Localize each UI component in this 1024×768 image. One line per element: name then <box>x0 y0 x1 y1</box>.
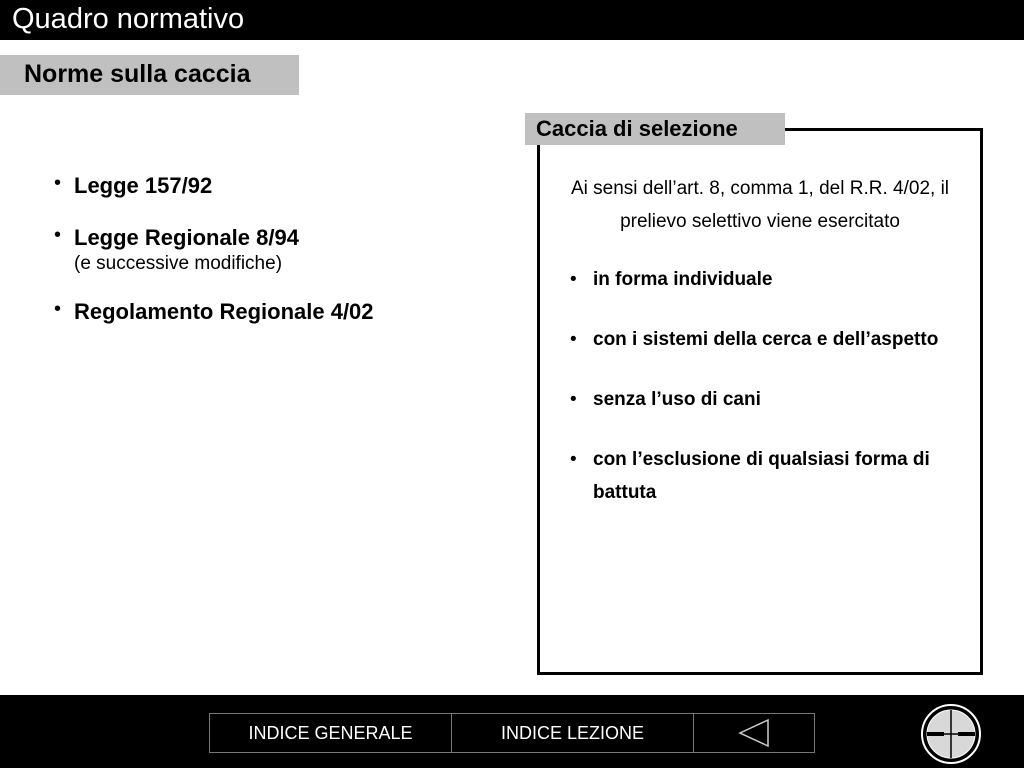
law-item <box>54 171 494 201</box>
bullet: • <box>570 329 577 350</box>
criteria-item <box>570 263 980 296</box>
footer-bar <box>0 695 1024 768</box>
criteria-text: in forma individuale <box>593 269 773 290</box>
criteria-text: senza l’uso di cani <box>593 389 761 410</box>
bullet: • <box>570 389 577 410</box>
law-title: Regolamento Regionale 4/02 <box>74 299 374 324</box>
bullet: • <box>570 269 577 290</box>
triangle-left-icon <box>734 716 774 750</box>
criteria-text: con l’esclusione di qualsiasi forma di battuta <box>593 449 930 503</box>
selection-criteria-list <box>570 263 980 536</box>
law-title: Legge Regionale 8/94 <box>74 225 299 250</box>
criteria-item <box>570 383 980 416</box>
law-title: Legge 157/92 <box>74 173 213 198</box>
lesson-index-button[interactable]: INDICE LEZIONE <box>452 714 694 752</box>
general-index-button[interactable]: INDICE GENERALE <box>210 714 452 752</box>
section-tag <box>0 55 299 95</box>
criteria-item <box>570 323 980 356</box>
bullet: • <box>54 172 62 194</box>
back-button[interactable] <box>694 714 814 752</box>
bullet: • <box>54 224 62 246</box>
footer-nav <box>209 713 815 753</box>
header-bar <box>0 0 1024 40</box>
selection-box-tag <box>525 113 785 145</box>
criteria-item <box>570 443 980 509</box>
crosshair-scope-icon[interactable] <box>920 703 982 765</box>
section-label: Norme sulla caccia <box>24 60 251 88</box>
criteria-text: con i sistemi della cerca e dell’aspetto <box>593 329 939 350</box>
page-title: Quadro normativo <box>12 3 245 35</box>
selection-intro: Ai sensi dell’art. 8, comma 1, del R.R. 4/02, il prelievo selettivo viene esercitato <box>570 178 950 232</box>
selection-box-label: Caccia di selezione <box>536 116 738 141</box>
law-list <box>54 171 494 349</box>
bullet: • <box>54 298 62 320</box>
law-note: (e successive modifiche) <box>74 253 283 274</box>
bullet: • <box>570 449 577 470</box>
law-item <box>54 223 494 275</box>
law-item <box>54 297 494 327</box>
